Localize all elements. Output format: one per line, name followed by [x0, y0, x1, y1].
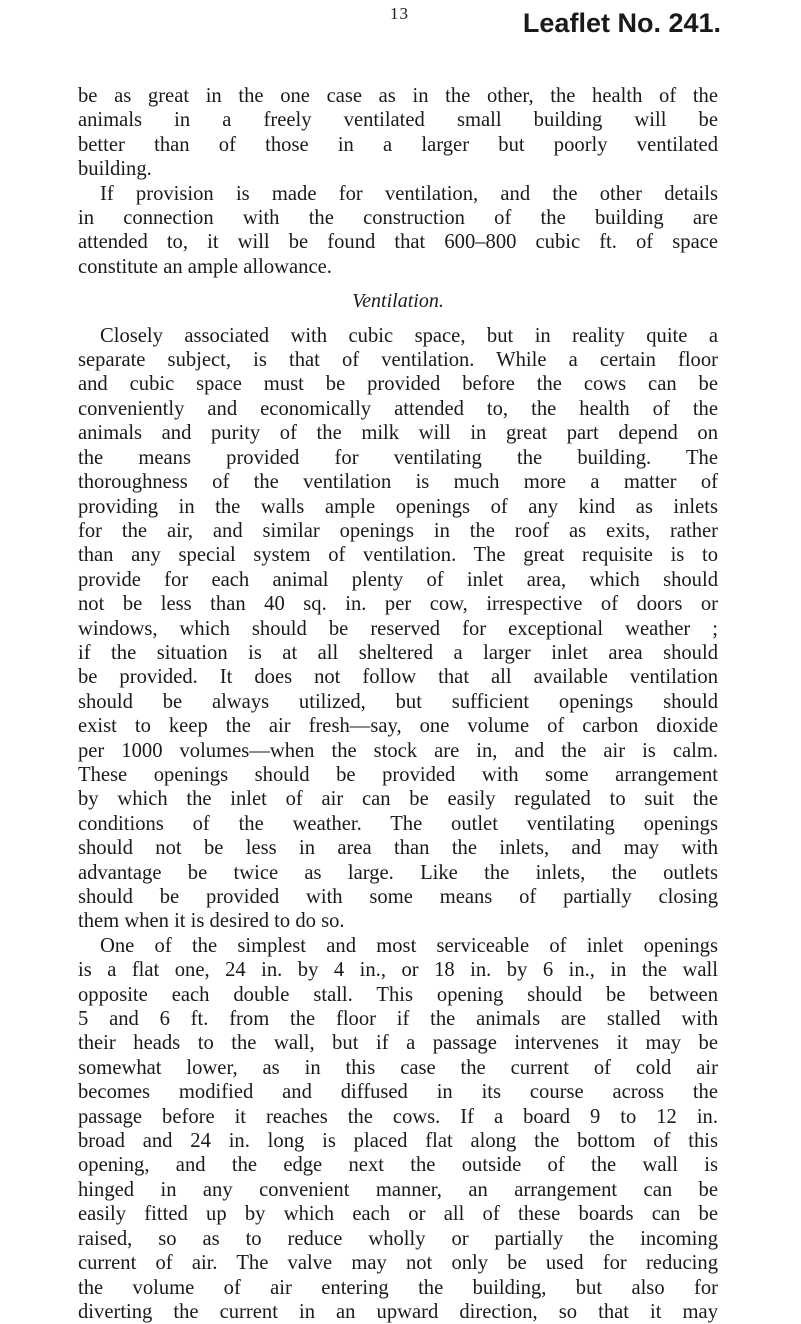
text-line: if the situation is at all sheltered a larger inlet area should	[78, 641, 718, 664]
text-line: diverting the current in an upward direction, so that it may	[78, 1300, 718, 1323]
text-line: passage before it reaches the cows. If a board 9 to 12 in.	[78, 1105, 718, 1128]
paragraph-1	[78, 84, 718, 182]
text-line: easily fitted up by which each or all of these boards can be	[78, 1203, 718, 1226]
text-line: not be less than 40 sq. in. per cow, irrespective of doors or	[78, 593, 718, 616]
text-line: broad and 24 in. long is placed flat along the bottom of this	[78, 1130, 718, 1153]
paragraph-4	[78, 934, 718, 1324]
body-text	[78, 84, 718, 1324]
text-line: opposite each double stall. This opening should be between	[78, 983, 718, 1006]
paragraph-3	[78, 324, 718, 934]
page-number: 13	[390, 4, 409, 23]
text-line: should be provided with some means of partially closing	[78, 886, 718, 908]
text-line: provide for each animal plenty of inlet area, which should	[78, 568, 718, 591]
text-line: animals and purity of the milk will in great part depend on	[78, 422, 718, 445]
text-line: exist to keep the air fresh—say, one volume of carbon dioxide	[78, 715, 718, 738]
text-line: and cubic space must be provided before the cows can be	[78, 373, 718, 396]
text-line: conditions of the weather. The outlet ventilating openings	[78, 812, 718, 835]
text-line: opening, and the edge next the outside of the wall is	[78, 1154, 718, 1177]
text-line: the means provided for ventilating the building. The	[78, 446, 718, 469]
text-line: current of air. The valve may not only be used for reducing	[78, 1252, 718, 1275]
text-line: should be always utilized, but sufficient openings should	[78, 690, 718, 713]
text-line: If provision is made for ventilation, and the other details	[100, 182, 718, 205]
text-line: better than of those in a larger but poorly ventilated	[78, 133, 718, 156]
text-line: be provided. It does not follow that all available ventilation	[78, 666, 718, 689]
section-heading: Ventilation.	[352, 290, 444, 313]
text-line: the volume of air entering the building, but also for	[78, 1276, 718, 1299]
text-line: providing in the walls ample openings of any kind as inlets	[78, 495, 718, 518]
text-line: somewhat lower, as in this case the current of cold air	[78, 1056, 718, 1079]
text-line: conveniently and economically attended to, the health of the	[78, 397, 718, 420]
text-line: is a flat one, 24 in. by 4 in., or 18 in. by 6 in., in the wall	[78, 959, 718, 982]
text-line: them when it is desired to do so.	[78, 910, 345, 933]
text-line: Closely associated with cubic space, but in reality quite a	[100, 324, 718, 347]
text-line: should not be less in area than the inlets, and may with	[78, 837, 718, 860]
text-line: One of the simplest and most serviceable of inlet openings	[100, 934, 718, 957]
text-line: per 1000 volumes—when the stock are in, and the air is calm.	[78, 739, 718, 762]
text-line: 5 and 6 ft. from the floor if the animals are stalled with	[78, 1008, 718, 1031]
text-line: than any special system of ventilation. The great requisite is to	[78, 544, 718, 567]
text-line: their heads to the wall, but if a passage intervenes it may be	[78, 1032, 718, 1055]
text-line: building.	[78, 158, 152, 181]
text-line: windows, which should be reserved for exceptional weather ;	[78, 617, 718, 640]
text-line: thoroughness of the ventilation is much more a matter of	[78, 471, 718, 494]
text-line: constitute an ample allowance.	[78, 255, 332, 278]
text-line: becomes modified and diffused in its course across the	[78, 1081, 718, 1104]
paragraph-2	[78, 182, 718, 280]
text-line: advantage be twice as large. Like the inlets, the outlets	[78, 861, 718, 884]
text-line: separate subject, is that of ventilation. While a certain floor	[78, 349, 718, 372]
text-line: hinged in any convenient manner, an arrangement can be	[78, 1178, 718, 1201]
text-line: by which the inlet of air can be easily regulated to suit the	[78, 788, 718, 811]
text-line: animals in a freely ventilated small building will be	[78, 109, 718, 132]
leaflet-number: Leaflet No. 241.	[522, 8, 721, 38]
text-line: be as great in the one case as in the other, the health of the	[78, 85, 718, 107]
text-line: raised, so as to reduce wholly or partially the incoming	[78, 1227, 718, 1250]
text-line: for the air, and similar openings in the roof as exits, rather	[78, 519, 718, 542]
text-line: in connection with the construction of the building are	[78, 207, 718, 230]
text-line: attended to, it will be found that 600–800 cubic ft. of space	[78, 231, 718, 254]
text-line: These openings should be provided with some arrangement	[78, 763, 718, 786]
